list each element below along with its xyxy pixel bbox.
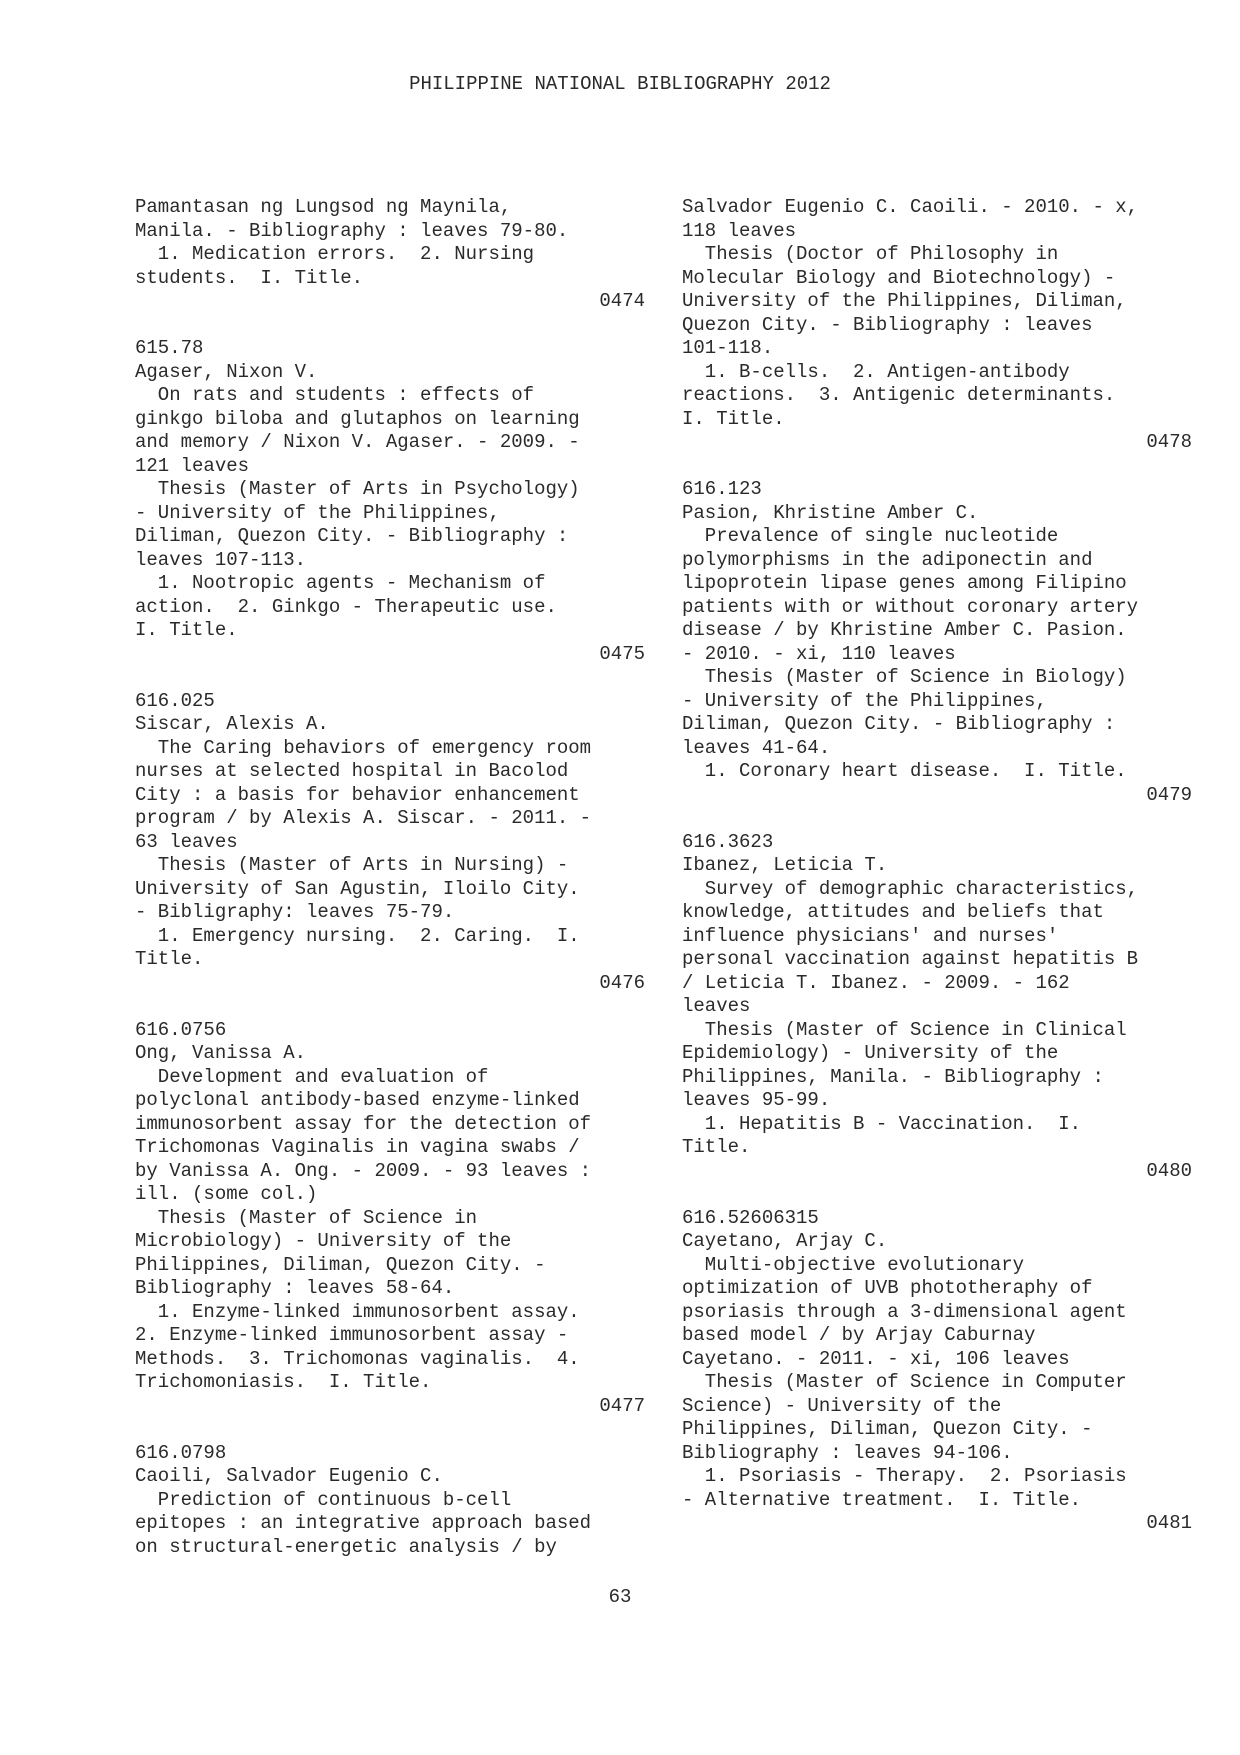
entry-separator (682, 1183, 1192, 1207)
entry-text-line: - Alternative treatment. I. Title. (682, 1488, 1082, 1511)
entry-text-line: I. Title. (135, 619, 238, 641)
entry-text-line: Ong, Vanissa A. (135, 1042, 307, 1064)
entry-text-line: leaves 107-113. (135, 548, 307, 571)
entry-text-line: 1. Hepatitis B - Vaccination. I. (682, 1112, 1082, 1135)
entry-text-line: Philippines, Manila. - Bibliography : (682, 1065, 1104, 1088)
entry-text-line: University of San Agustin, Iloilo City. (135, 877, 580, 900)
entry-text-line: Science) - University of the (682, 1394, 1002, 1417)
entry-text-line: Survey of demographic characteristics, (682, 877, 1139, 900)
entry-text-line: 1. Coronary heart disease. I. Title. (682, 760, 1127, 782)
entry-text-line: based model / by Arjay Caburnay (682, 1324, 1036, 1346)
entry-text-line: 1. Emergency nursing. 2. Caring. I. (135, 924, 580, 947)
entry-separator (135, 995, 645, 1019)
entry-text-line: / Leticia T. Ibanez. - 2009. - 162 (682, 971, 1070, 994)
entry-text-line: Development and evaluation of (135, 1065, 489, 1088)
call-number: 616.123 (682, 478, 762, 500)
entry-text-line: leaves (682, 995, 751, 1017)
entry-text-line: and memory / Nixon V. Agaser. - 2009. - (135, 431, 580, 453)
left-column (135, 196, 645, 1559)
entry-number: 0475 (599, 642, 645, 665)
entry-number: 0481 (1146, 1512, 1192, 1534)
entry-text-line: 1. Nootropic agents - Mechanism of (135, 572, 546, 594)
entry-text-line: Diliman, Quezon City. - Bibliography : (682, 713, 1116, 735)
entry-number: 0476 (599, 971, 645, 994)
entry-separator (135, 666, 645, 690)
entry-separator (135, 314, 645, 338)
entry-text-line: Thesis (Master of Science in (135, 1206, 478, 1229)
entry-text-line: lipoprotein lipase genes among Filipino (682, 572, 1127, 594)
entry-text-line: - University of the Philippines, (682, 689, 1047, 712)
entry-text-line: Bibliography : leaves 58-64. (135, 1277, 455, 1299)
running-header: PHILIPPINE NATIONAL BIBLIOGRAPHY 2012 (409, 73, 831, 95)
entry-text-line: Trichomonas Vaginalis in vagina swabs / (135, 1136, 580, 1158)
entry-number: 0477 (599, 1394, 645, 1417)
entry-text-line: Prevalence of single nucleotide (682, 525, 1059, 547)
entry-text-line: Cayetano. - 2011. - xi, 106 leaves (682, 1347, 1070, 1370)
entry-text-line: ill. (some col.) (135, 1183, 318, 1205)
entry-text-line: polyclonal antibody-based enzyme-linked (135, 1089, 580, 1111)
entry-text-line: leaves 41-64. (682, 736, 831, 759)
entry-text-line: - University of the Philippines, (135, 501, 500, 524)
entry-text-line: Diliman, Quezon City. - Bibliography : (135, 525, 569, 547)
entry-text-line: Ibanez, Leticia T. (682, 854, 888, 876)
entry-text-line: students. I. Title. (135, 266, 364, 289)
entry-text-line: Trichomoniasis. I. Title. (135, 1371, 432, 1393)
entry-text-line: nurses at selected hospital in Bacolod (135, 760, 569, 782)
entry-text-line: optimization of UVB phototheraphy of (682, 1277, 1093, 1299)
entry-number: 0480 (1146, 1159, 1192, 1182)
entry-text-line: leaves 95-99. (682, 1089, 831, 1111)
entry-text-line: 2. Enzyme-linked immunosorbent assay - (135, 1324, 569, 1346)
entry-text-line: on structural-energetic analysis / by (135, 1535, 557, 1558)
entry-text-line: Pamantasan ng Lungsod ng Maynila, (135, 196, 512, 218)
entry-text-line: The Caring behaviors of emergency room (135, 736, 592, 759)
entry-text-line: Prediction of continuous b-cell (135, 1488, 512, 1511)
entry-text-line: Cayetano, Arjay C. (682, 1230, 888, 1252)
entry-number: 0478 (1146, 431, 1192, 453)
entry-text-line: - 2010. - xi, 110 leaves (682, 642, 956, 665)
entry-separator (682, 455, 1192, 479)
entry-text-line: Thesis (Master of Science in Biology) (682, 666, 1127, 688)
entry-text-line: Pasion, Khristine Amber C. (682, 501, 979, 524)
entry-text-line: action. 2. Ginkgo - Therapeutic use. (135, 595, 557, 618)
entry-text-line: Philippines, Diliman, Quezon City. - (682, 1418, 1093, 1440)
entry-text-line: 63 leaves (135, 830, 238, 853)
entry-number: 0479 (1146, 783, 1192, 806)
entry-text-line: personal vaccination against hepatitis B (682, 948, 1139, 970)
call-number: 616.025 (135, 689, 215, 712)
entry-text-line: 118 leaves (682, 219, 797, 242)
entry-text-line: reactions. 3. Antigenic determinants. (682, 384, 1116, 406)
entry-text-line: City : a basis for behavior enhancement (135, 783, 580, 806)
entry-text-line: ginkgo biloba and glutaphos on learning (135, 407, 580, 430)
entry-text-line: Multi-objective evolutionary (682, 1253, 1025, 1276)
entry-text-line: Philippines, Diliman, Quezon City. - (135, 1253, 546, 1276)
entry-text-line: 1. Psoriasis - Therapy. 2. Psoriasis (682, 1465, 1127, 1487)
entry-text-line: Manila. - Bibliography : leaves 79-80. (135, 219, 569, 242)
entry-text-line: - Bibligraphy: leaves 75-79. (135, 901, 455, 923)
entry-text-line: epitopes : an integrative approach based (135, 1512, 592, 1534)
entry-text-line: Thesis (Master of Arts in Psychology) (135, 478, 580, 500)
entry-text-line: Methods. 3. Trichomonas vaginalis. 4. (135, 1347, 580, 1370)
entry-separator (135, 1418, 645, 1442)
call-number: 616.0756 (135, 1018, 227, 1041)
call-number: 616.52606315 (682, 1206, 819, 1229)
entry-text-line: Microbiology) - University of the (135, 1230, 512, 1252)
call-number: 615.78 (135, 337, 204, 359)
entry-text-line: On rats and students : effects of (135, 384, 535, 406)
entry-text-line: knowledge, attitudes and beliefs that (682, 901, 1104, 923)
entry-text-line: 1. B-cells. 2. Antigen-antibody (682, 360, 1070, 383)
entry-text-line: Siscar, Alexis A. (135, 713, 329, 735)
entry-text-line: by Vanissa A. Ong. - 2009. - 93 leaves : (135, 1159, 592, 1182)
entry-text-line: I. Title. (682, 407, 785, 430)
entry-text-line: Thesis (Doctor of Philosophy in (682, 243, 1059, 265)
entry-text-line: University of the Philippines, Diliman, (682, 290, 1127, 312)
entry-text-line: Title. (135, 948, 204, 970)
entry-text-line: Title. (682, 1136, 751, 1158)
entry-text-line: Molecular Biology and Biotechnology) - (682, 266, 1116, 289)
entry-text-line: Thesis (Master of Science in Clinical (682, 1018, 1127, 1041)
entry-text-line: 1. Medication errors. 2. Nursing (135, 243, 535, 265)
entry-text-line: Bibliography : leaves 94-106. (682, 1441, 1013, 1464)
entry-text-line: Thesis (Master of Arts in Nursing) - (135, 854, 569, 876)
right-column (682, 196, 1192, 1536)
entry-separator (682, 807, 1192, 831)
entry-text-line: patients with or without coronary artery (682, 595, 1139, 618)
entry-text-line: program / by Alexis A. Siscar. - 2011. - (135, 807, 592, 829)
entry-text-line: psoriasis through a 3-dimensional agent (682, 1300, 1127, 1323)
page-number: 63 (608, 1586, 632, 1608)
entry-text-line: Salvador Eugenio C. Caoili. - 2010. - x, (682, 196, 1139, 218)
call-number: 616.3623 (682, 830, 774, 853)
entry-text-line: Thesis (Master of Science in Computer (682, 1371, 1127, 1393)
entry-text-line: 101-118. (682, 337, 774, 359)
entry-text-line: 121 leaves (135, 454, 250, 477)
entry-text-line: 1. Enzyme-linked immunosorbent assay. (135, 1300, 580, 1323)
entry-text-line: influence physicians' and nurses' (682, 924, 1059, 947)
entry-text-line: polymorphisms in the adiponectin and (682, 548, 1093, 571)
entry-text-line: Agaser, Nixon V. (135, 360, 318, 383)
entry-text-line: Epidemiology) - University of the (682, 1042, 1059, 1064)
entry-text-line: Quezon City. - Bibliography : leaves (682, 313, 1093, 336)
entry-text-line: immunosorbent assay for the detection of (135, 1112, 592, 1135)
entry-number: 0474 (599, 290, 645, 312)
call-number: 616.0798 (135, 1441, 227, 1464)
entry-text-line: disease / by Khristine Amber C. Pasion. (682, 619, 1127, 641)
entry-text-line: Caoili, Salvador Eugenio C. (135, 1465, 443, 1487)
